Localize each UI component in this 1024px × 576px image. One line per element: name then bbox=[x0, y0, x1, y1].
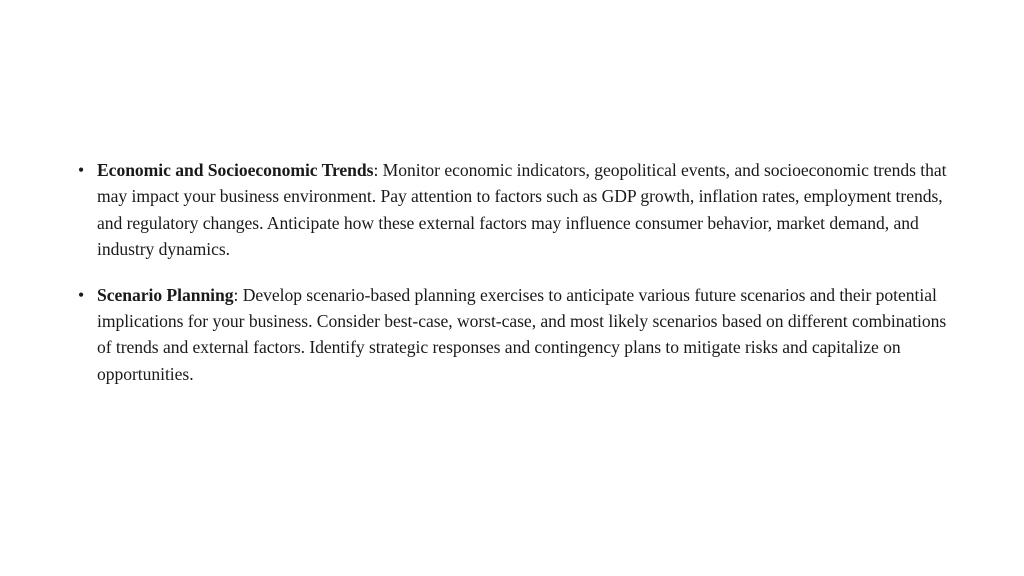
bullet-item-scenario-planning bbox=[78, 282, 958, 388]
bullet-marker: • bbox=[78, 160, 85, 180]
bullet-separator: : bbox=[233, 284, 239, 305]
bullet-separator: : bbox=[373, 160, 379, 180]
bullet-marker: • bbox=[78, 284, 85, 305]
bullet-text: Monitor economic indicators, geopolitical events, and socioeconomic trends that may impact your business environment. Pay attention to factors such as GDP growth, inflation rates, employment trends, and regulatory changes. Anticipate how these external factors may influence consumer behavior, market demand, and industry dynamics. bbox=[97, 160, 947, 260]
bullet-list bbox=[78, 157, 958, 406]
bullet-term: Economic and Socioeconomic Trends bbox=[97, 160, 374, 180]
bullet-item-economic-trends bbox=[78, 157, 958, 263]
bullet-term: Scenario Planning bbox=[97, 284, 234, 305]
bullet-text: Develop scenario-based planning exercises to anticipate various future scenarios and their potential implications for your business. Consider best-case, worst-case, and most likely scenarios based on different combinations of trends and external factors. Identify strategic responses and contingency plans to mitigate risks and capitalize on opportunities. bbox=[97, 284, 947, 384]
